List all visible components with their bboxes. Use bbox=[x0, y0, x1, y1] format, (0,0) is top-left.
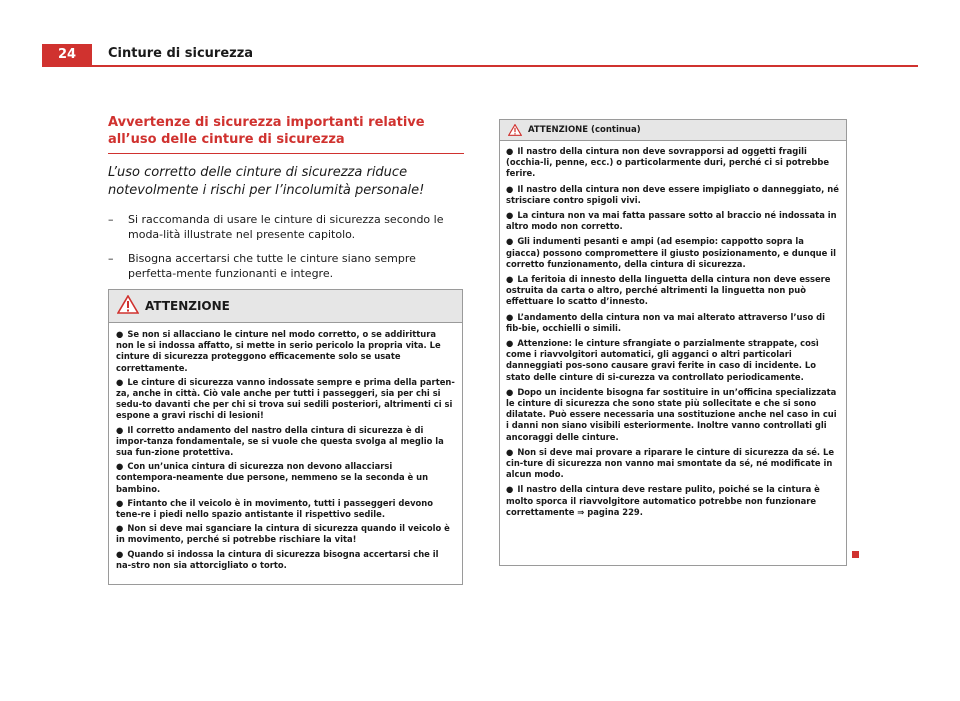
bullet-text: Attenzione: le cinture sfrangiate o parzialmente strappate, così come i riavvolgitori automatici, gli agganci o altri particolari danneggiati pos-sono causare gravi ferite in caso di incidente. Lo stato delle cinture di si-curezza va controllato periodicamente. bbox=[506, 338, 819, 382]
warning-bullet bbox=[116, 377, 455, 422]
page-number: 24 bbox=[42, 44, 92, 66]
bullet-text: Il nastro della cintura non deve essere impigliato o danneggiato, né strisciare contro spigoli vivi. bbox=[506, 183, 839, 205]
warning-label: ATTENZIONE bbox=[145, 299, 230, 313]
bullet-text: Gli indumenti pesanti e ampi (ad esempio: cappotto sopra la giacca) possono compromettere il giusto posizionamento, e dunque il corretto funzionamento, della cintura di sicurezza. bbox=[506, 236, 836, 269]
bullet-dot: ● bbox=[116, 376, 124, 387]
warning-triangle-icon bbox=[117, 295, 139, 318]
warning-continued-header bbox=[500, 120, 846, 141]
dash-marker: – bbox=[108, 252, 114, 265]
page-header bbox=[0, 0, 960, 70]
bullet-text: La cintura non va mai fatta passare sotto al braccio né indossata in altro modo non corretto. bbox=[506, 210, 837, 232]
warning-bullet bbox=[116, 498, 455, 520]
warning-box bbox=[108, 289, 463, 585]
section-subtitle: L’uso corretto delle cinture di sicurezza riduce notevolmente i rischi per l’incolumità personale! bbox=[108, 165, 425, 198]
warning-bullet bbox=[116, 523, 455, 545]
bullet-dot: ● bbox=[116, 424, 124, 435]
warning-bullet bbox=[506, 236, 840, 270]
bullet-text: Il corretto andamento del nastro della cintura di sicurezza è di impor-tanza fondamentale, se si vuole che questa svolga al meglio la sua fun-zione protettiva. bbox=[116, 424, 444, 458]
bullet-dot: ● bbox=[506, 236, 514, 247]
bullet-text: Il nastro della cintura deve restare pulito, poiché se la cintura è molto sporca il riavvolgitore automatico potrebbe non funzionare correttamente ⇒ pagina 229. bbox=[506, 484, 820, 517]
bullet-dot: ● bbox=[116, 548, 124, 559]
bullet-text: Le cinture di sicurezza vanno indossate sempre e prima della parten-za, anche in città. Ciò vale anche per tutti i passeggeri, sia per chi si sedu-to davanti che per chi si trova sui sedili posteriori, altrimenti ci si espone a gravi rischi di lesioni! bbox=[116, 376, 455, 421]
bullet-dot: ● bbox=[116, 329, 124, 339]
warning-continued-label: ATTENZIONE (continua) bbox=[528, 125, 641, 135]
bullet-dot: ● bbox=[506, 484, 514, 495]
warning-bullet bbox=[116, 329, 455, 374]
header-rule bbox=[42, 65, 918, 67]
dash-marker: – bbox=[108, 213, 114, 226]
list-item-text: Bisogna accertarsi che tutte le cinture siano sempre perfetta-mente funzionanti e integre. bbox=[128, 252, 416, 280]
bullet-text: Non si deve mai sganciare la cintura di sicurezza quando il veicolo è in movimento, perché si potrebbe rischiare la vita! bbox=[116, 523, 450, 545]
bullet-text: L’andamento della cintura non va mai alterato attraverso l’uso di fib-bie, occhielli o simili. bbox=[506, 311, 825, 333]
chapter-title: Cinture di sicurezza bbox=[108, 46, 254, 61]
section-end-square bbox=[852, 551, 859, 558]
section-title: Avvertenze di sicurezza importanti relative all’uso delle cinture di sicurezza bbox=[108, 114, 464, 154]
section-intro bbox=[108, 114, 464, 290]
bullet-dot: ● bbox=[116, 523, 124, 534]
warning-triangle-icon bbox=[508, 121, 522, 140]
list-item-text: Si raccomanda di usare le cinture di sicurezza secondo le moda-lità illustrate nel presente capitolo. bbox=[128, 213, 444, 241]
warning-bullet bbox=[506, 210, 840, 232]
bullet-dot: ● bbox=[506, 386, 514, 397]
bullet-text: Fintanto che il veicolo è in movimento, tutti i passeggeri devono tene-re i piedi nello spazio antistante il rispettivo sedile. bbox=[116, 497, 434, 520]
warning-body bbox=[109, 323, 462, 571]
warning-bullet bbox=[506, 312, 840, 334]
warning-header bbox=[109, 290, 462, 323]
warning-bullet bbox=[506, 387, 840, 443]
bullet-dot: ● bbox=[116, 461, 124, 472]
bullet-text: Se non si allacciano le cinture nel modo corretto, o se addirittura non le si indossa affatto, si mette in serio pericolo la propria vita. Le cinture di sicurezza proteggono efficacemente solo se usate correttamente. bbox=[116, 329, 441, 373]
bullet-dot: ● bbox=[116, 497, 124, 508]
list-item bbox=[108, 251, 464, 281]
bullet-dot: ● bbox=[506, 311, 514, 322]
bullet-dot: ● bbox=[506, 146, 514, 156]
warning-bullet bbox=[116, 461, 455, 495]
bullet-text: La feritoia di innesto della linguetta della cintura non deve essere ostruita da carta o altro, perché altrimenti la linguetta non può effettuare lo scatto d’innesto. bbox=[506, 274, 831, 307]
bullet-text: Dopo un incidente bisogna far sostituire in un’officina specializzata le cinture di sicurezza che sono state più sollecitate e che si sono dilatate. Può essere necessaria una sostituzione anche nel caso in cui i danni non siano visibili esteriormente. Inoltre vanno controllati gli ancoraggi delle cinture. bbox=[506, 386, 837, 442]
bullet-dot: ● bbox=[506, 183, 514, 194]
warning-bullet bbox=[506, 484, 840, 518]
warning-bullet bbox=[116, 549, 455, 571]
bullet-text: Con un’unica cintura di sicurezza non devono allacciarsi contempora-neamente due persone, nemmeno se la seconda è un bambino. bbox=[116, 461, 429, 494]
bullet-text: Non si deve mai provare a riparare le cinture di sicurezza da sé. Le cin-ture di sicurezza non vanno mai smontate da sé, né modificate in alcun modo. bbox=[506, 446, 835, 480]
bullet-dot: ● bbox=[506, 338, 514, 349]
bullet-text: Il nastro della cintura non deve sovrapporsi ad oggetti fragili (occhia-li, penne, ecc.) o particolarmente duri, perché ci si potrebbe ferire. bbox=[506, 146, 830, 179]
bullet-dot: ● bbox=[506, 210, 514, 221]
warning-continued-box bbox=[499, 119, 847, 566]
warning-bullet bbox=[116, 425, 455, 459]
warning-bullet bbox=[506, 274, 840, 308]
warning-continued-body bbox=[500, 141, 846, 518]
list-item bbox=[108, 212, 464, 242]
warning-bullet bbox=[506, 184, 840, 206]
warning-bullet bbox=[506, 338, 840, 383]
bullet-dot: ● bbox=[506, 274, 514, 285]
bullet-text: Quando si indossa la cintura di sicurezza bisogna accertarsi che il na-stro non sia attorcigliato o torto. bbox=[116, 548, 439, 570]
warning-bullet bbox=[506, 146, 840, 180]
bullet-dot: ● bbox=[506, 446, 514, 457]
warning-bullet bbox=[506, 447, 840, 481]
dash-list bbox=[108, 212, 464, 281]
